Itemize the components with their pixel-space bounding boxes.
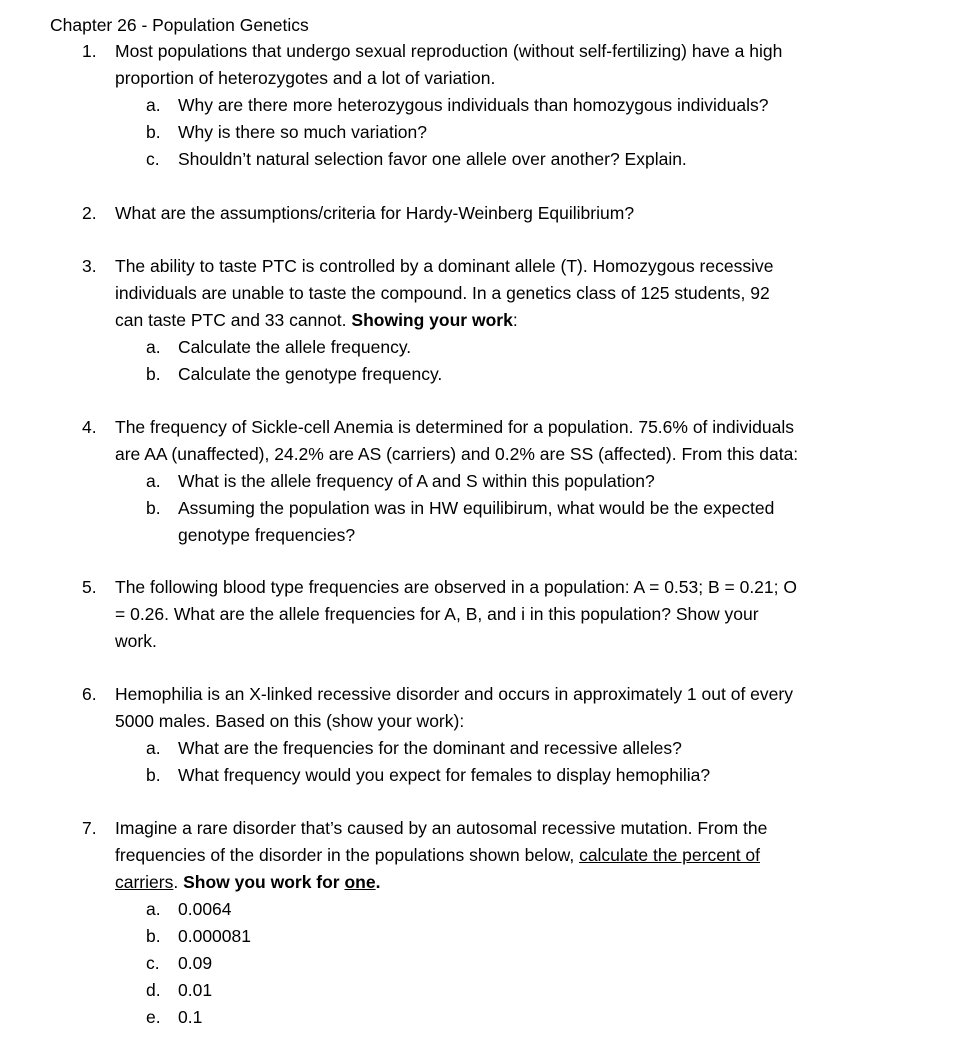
question-text-line: work. — [115, 631, 157, 651]
question-text-underlined: carriers — [115, 872, 174, 892]
sub-text: 0.09 — [178, 953, 213, 973]
sub-text: 0.1 — [178, 1007, 203, 1027]
sub-letter: b. — [146, 122, 161, 142]
page-title: Chapter 26 - Population Genetics — [50, 15, 309, 35]
sub-letter: a. — [146, 738, 161, 758]
question-text-line: are AA (unaffected), 24.2% are AS (carriers) and 0.2% are SS (affected). From this data: — [115, 444, 799, 464]
sub-letter: a. — [146, 899, 161, 919]
sub-text: What frequency would you expect for females to display hemophilia? — [178, 765, 711, 785]
question-number: 1. — [82, 41, 97, 61]
sub-text: What is the allele frequency of A and S within this population? — [178, 471, 655, 491]
question-text-line: Imagine a rare disorder that’s caused by an autosomal recessive mutation. From the — [115, 818, 768, 838]
question-text-line — [115, 842, 895, 869]
question-text-line: Most populations that undergo sexual reproduction (without self-fertilizing) have a high — [115, 41, 783, 61]
sub-text: Why is there so much variation? — [178, 122, 427, 142]
sub-letter: a. — [146, 95, 161, 115]
sub-letter: a. — [146, 337, 161, 357]
sub-text: Why are there more heterozygous individuals than homozygous individuals? — [178, 95, 769, 115]
question-text-bold: Show you work for — [183, 872, 345, 892]
sub-text: genotype frequencies? — [178, 525, 356, 545]
question-number: 7. — [82, 818, 97, 838]
question-text-line — [115, 307, 895, 334]
question-number: 3. — [82, 256, 97, 276]
question-text-line: proportion of heterozygotes and a lot of variation. — [115, 68, 496, 88]
sub-text: Shouldn’t natural selection favor one allele over another? Explain. — [178, 149, 687, 169]
question-text-line: 5000 males. Based on this (show your work): — [115, 711, 465, 731]
sub-text: Assuming the population was in HW equilibirum, what would be the expected — [178, 498, 775, 518]
sub-letter: c. — [146, 953, 160, 973]
question-text-line: = 0.26. What are the allele frequencies for A, B, and i in this population? Show your — [115, 604, 759, 624]
sub-text: Calculate the allele frequency. — [178, 337, 412, 357]
sub-letter: c. — [146, 149, 160, 169]
sub-text: 0.01 — [178, 980, 213, 1000]
question-text-line: Hemophilia is an X-linked recessive disorder and occurs in approximately 1 out of every — [115, 684, 793, 704]
sub-letter: a. — [146, 471, 161, 491]
question-text-plain: can taste PTC and 33 cannot. — [115, 310, 352, 330]
question-number: 6. — [82, 684, 97, 704]
sub-letter: b. — [146, 498, 161, 518]
question-text-line: individuals are unable to taste the compound. In a genetics class of 125 students, 92 — [115, 283, 770, 303]
sub-text: Calculate the genotype frequency. — [178, 364, 443, 384]
question-text-line — [115, 869, 895, 896]
question-text-line: The following blood type frequencies are observed in a population: A = 0.53; B = 0.21; O — [115, 577, 797, 597]
sub-text: 0.000081 — [178, 926, 251, 946]
sub-letter: b. — [146, 926, 161, 946]
sub-letter: b. — [146, 765, 161, 785]
question-text-colon: : — [512, 310, 518, 330]
question-text-underlined: calculate the percent of — [579, 845, 761, 865]
question-text-plain: . — [173, 872, 184, 892]
question-number: 2. — [82, 203, 97, 223]
sub-text: 0.0064 — [178, 899, 232, 919]
question-text-bold-underlined — [344, 872, 375, 892]
question-text-plain: frequencies of the disorder in the populations shown below, — [115, 845, 580, 865]
question-number: 5. — [82, 577, 97, 597]
sub-letter: b. — [146, 364, 161, 384]
sub-text: What are the frequencies for the dominant and recessive alleles? — [178, 738, 682, 758]
sub-letter: d. — [146, 980, 161, 1000]
question-text-line: What are the assumptions/criteria for Hardy-Weinberg Equilibrium? — [115, 203, 635, 223]
question-text-underlined: one — [344, 872, 376, 892]
question-text-line: The frequency of Sickle-cell Anemia is determined for a population. 75.6% of individuals — [115, 417, 794, 437]
question-text-line: The ability to taste PTC is controlled by a dominant allele (T). Homozygous recessive — [115, 256, 774, 276]
question-number: 4. — [82, 417, 97, 437]
question-text-bold: . — [375, 872, 381, 892]
question-text-bold: Showing your work — [351, 310, 513, 330]
sub-letter: e. — [146, 1007, 161, 1027]
